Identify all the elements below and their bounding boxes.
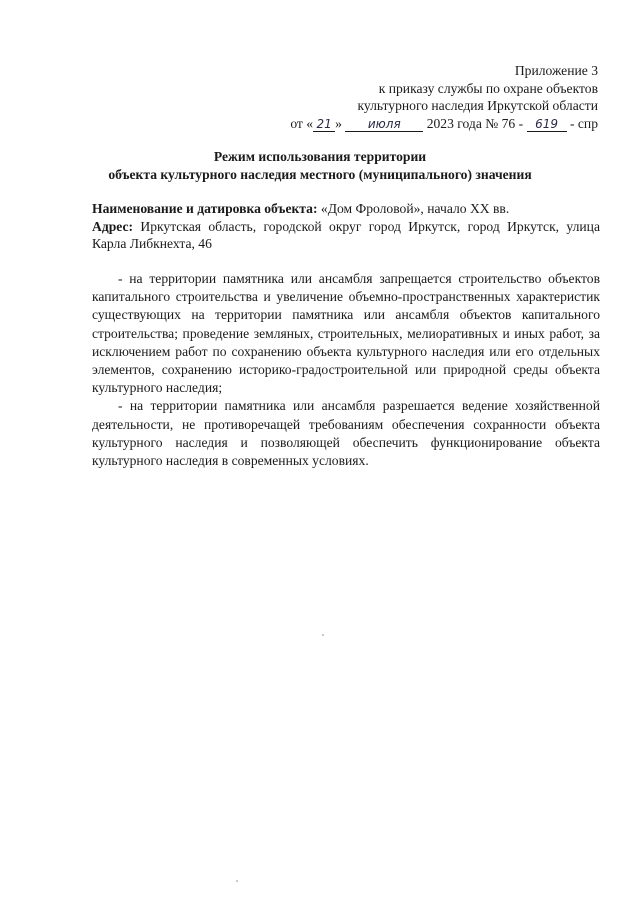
object-name-label: Наименование и датировка объекта: [92,201,318,216]
handwritten-month: июля [345,117,423,132]
scan-speck [236,880,238,882]
appendix-order-line: к приказу службы по охране объектов [378,80,598,96]
object-name-value: «Дом Фроловой», начало XX вв. [320,201,510,216]
order-suffix: - спр [569,115,598,131]
object-name-row [92,200,600,218]
object-address-value: Иркутская область, городской округ город Иркутск, город Иркутск, улица Карла Либкнехта, 46 [92,218,600,251]
object-info [92,200,600,253]
object-address-row [92,218,600,253]
appendix-header [268,62,598,132]
date-year-text: 2023 года № 76 - [426,115,524,131]
appendix-title: Приложение 3 [514,63,598,78]
date-day-close: » [335,115,342,131]
appendix-date-line [268,115,598,133]
regime-text [92,270,600,470]
title-line-1: Режим использования территории [213,149,427,164]
object-address-label: Адрес: [92,218,134,234]
paragraph-allowed: - на территории памятника или ансамбля разрешается ведение хозяйственной деятельности, не противоречащей требованиям обеспечения сохранности объекта культурного наследия и позволяющей обеспечить функционирование объекта культурного наследия в современных условиях. [92,398,600,469]
handwritten-day: 21 [313,117,335,132]
scan-speck [322,634,324,636]
date-prefix: от « [290,115,314,131]
paragraph-prohibited: - на территории памятника или ансамбля запрещается строительство объектов капитального строительства и увеличение объемно-пространственных характеристик существующих на территории памятника или ансамбля объектов капитального строительства; проведение земляных, строительных, мелиоративных и иных работ, за исключением работ по сохранению объекта культурного наследия или его отдельных элементов, сохранению историко-градостроительной или природной среды объекта культурного наследия; [92,271,600,396]
title-line-2: объекта культурного наследия местного (муниципального) значения [108,167,532,182]
handwritten-order-number: 619 [527,117,567,132]
document-title [0,148,640,184]
appendix-service-line: культурного наследия Иркутской области [357,98,598,113]
